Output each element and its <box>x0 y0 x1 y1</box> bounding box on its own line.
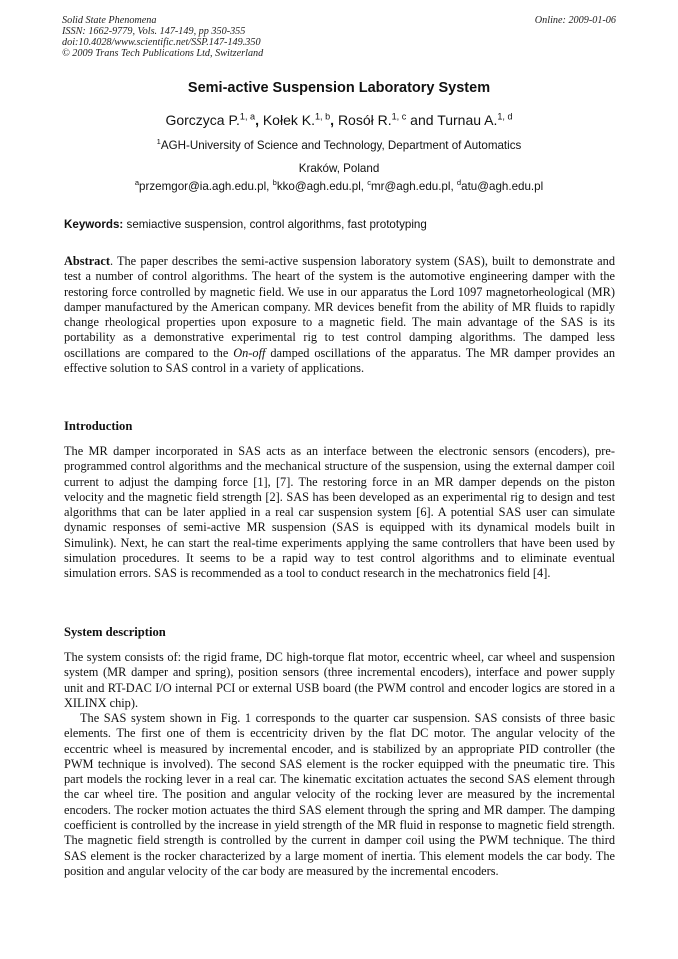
abstract-text-2: damped oscillations of the apparatus. The MR damper provides an effective solution to SAS control in a variety of applications. <box>64 345 615 376</box>
keywords-text: semiactive suspension, control algorithms, fast prototyping <box>126 218 427 231</box>
author-sup: 1, d <box>497 111 513 122</box>
email-address[interactable]: mr@agh.edu.pl <box>371 180 451 193</box>
email-address[interactable]: przemgor@ia.agh.edu.pl <box>139 180 267 193</box>
email-sup: c <box>367 178 372 188</box>
abstract-label: Abstract <box>64 254 110 268</box>
keywords-line <box>64 218 616 231</box>
email-list: $^a$przemgor@ia.agh.edu.pl, $^b$kko@agh.edu.pl, $^c$mr@agh.edu.pl, $^d$atu@agh.edu.pl <box>134 178 544 193</box>
abstract-paragraph <box>64 254 615 376</box>
system-description-paragraph-2: The SAS system shown in Fig. 1 corresponds to the quarter car suspension. SAS consists of three basic elements. The first one of them is eccentricity driven by the flat DC motor. The angular velocity of the eccentric wheel is measured by incremental encoder, and is stabilized by an appropriate PID controller (the PWM technique is involved). The second SAS element is the rocker equipped with the pneumatic tire. This part models the rocking lever in a real car. The kinematic excitation actuates the second SAS element through the car wheel tire. The position and angular velocity of the rocking lever are measured by the incremental encoders. The rocker motion actuates the third SAS element through the spring and MR damper. The damping coefficient is controlled by the increase in yield strength of the MR fluid in response to magnetic field strength. The magnetic field strength is controlled by the current in damper coil using the PWM technique. The third SAS element is the rocker characterized by a large moment of inertia. This element models the car body. The position and angular velocity of the car body are measured by the incremental encoders. <box>64 711 615 878</box>
email-sup: b <box>272 178 277 188</box>
introduction-paragraph: The MR damper incorporated in SAS acts as an interface between the electronic sensors (encoders), pre-programmed control algorithms and the mechanical structure of the suspension, using the external damper coil current to adjust the damping force [1], [7]. The restoring force in an MR damper depends on the piston velocity and the magnetic field strength [2]. SAS has been developed as an experimental rig to design and test algorithms that can be later applied in a real car suspension system [6]. A potential SAS user can simulate dynamic responses of semi-active MR suspension (SAS is equipped with its dynamical models built in Simulink). Next, he can start the real-time experiments applying the same controllers that have been used by simulation procedures. It seems to be a rapid way to test control algorithms and to eliminate eventual simulation errors. SAS is recommended as a tool to conduct research in the mechatronics field [4]. <box>64 444 615 581</box>
journal-name: Solid State Phenomena <box>62 15 157 26</box>
author-sup: 1, c <box>391 111 407 122</box>
paper-title: Semi-active Suspension Laboratory System <box>187 80 491 96</box>
author-sup: 1, b <box>314 111 331 122</box>
author-sup: 1, a <box>239 111 256 122</box>
abstract-italic: On-off <box>233 345 266 360</box>
author-list: Gorczyca P.$^{1, a}$, Kołek K.$^{1, b}$, Rosół R.$^{1, c}$ and Turnau A.$^{1, d}$ <box>165 111 513 128</box>
issn-line: ISSN: 1662-9779, Vols. 147-149, pp 350-355 <box>62 26 246 37</box>
introduction-heading: Introduction <box>64 419 133 433</box>
keywords-label: Keywords: <box>64 218 124 231</box>
email-sup: d <box>456 178 462 188</box>
doi-line[interactable]: doi:10.4028/www.scientific.net/SSP.147-149.350 <box>62 37 261 48</box>
email-address[interactable]: kko@agh.edu.pl <box>276 180 361 193</box>
author-name: Kołek K. <box>262 112 315 128</box>
affiliation-sup: 1 <box>156 137 161 147</box>
author-name: Turnau A. <box>437 112 498 128</box>
system-description-heading: System description <box>64 625 166 639</box>
email-sup: a <box>134 178 140 188</box>
copyright-line: © 2009 Trans Tech Publications Ltd, Switzerland <box>62 48 264 59</box>
system-description-paragraph-1: The system consists of: the rigid frame, DC high-torque flat motor, eccentric wheel, car wheel and suspension system (MR damper and spring), position sensors (three incremental encoders), interface and power supply unit and RT-DAC I/O internal PCI or external USB board (the PWM control and encoder logics are stored in a XILINX chip). <box>64 650 615 710</box>
journal-header <box>62 15 263 59</box>
affiliation-institution: AGH-University of Science and Technology, Department of Automatics <box>160 139 522 152</box>
email-address[interactable]: atu@agh.edu.pl <box>461 180 544 193</box>
affiliation-line-1 <box>0 139 678 152</box>
author-name: Rosół R. <box>337 112 392 128</box>
online-date: Online: 2009-01-06 <box>534 15 616 26</box>
affiliation-line-2: Kraków, Poland <box>298 162 380 175</box>
abstract-text-1: . The paper describes the semi-active suspension laboratory system (SAS), built to demonstrate and test a number of control algorithms. The heart of the system is the automotive engineering damper with the restoring force controlled by magnetic field. We use in our apparatus the Lord 1097 magnetorheological (MR) damper manufactured by the American company. MR devices benefit from the ability of MR fluids to rapidly change rheological properties upon exposure to a magnetic field. The main advantage of the SAS is its portability as a demonstrative experimental rig to test control damping algorithms. The damped less oscillations are compared to the <box>64 254 615 360</box>
author-name: Gorczyca P. <box>165 112 240 128</box>
